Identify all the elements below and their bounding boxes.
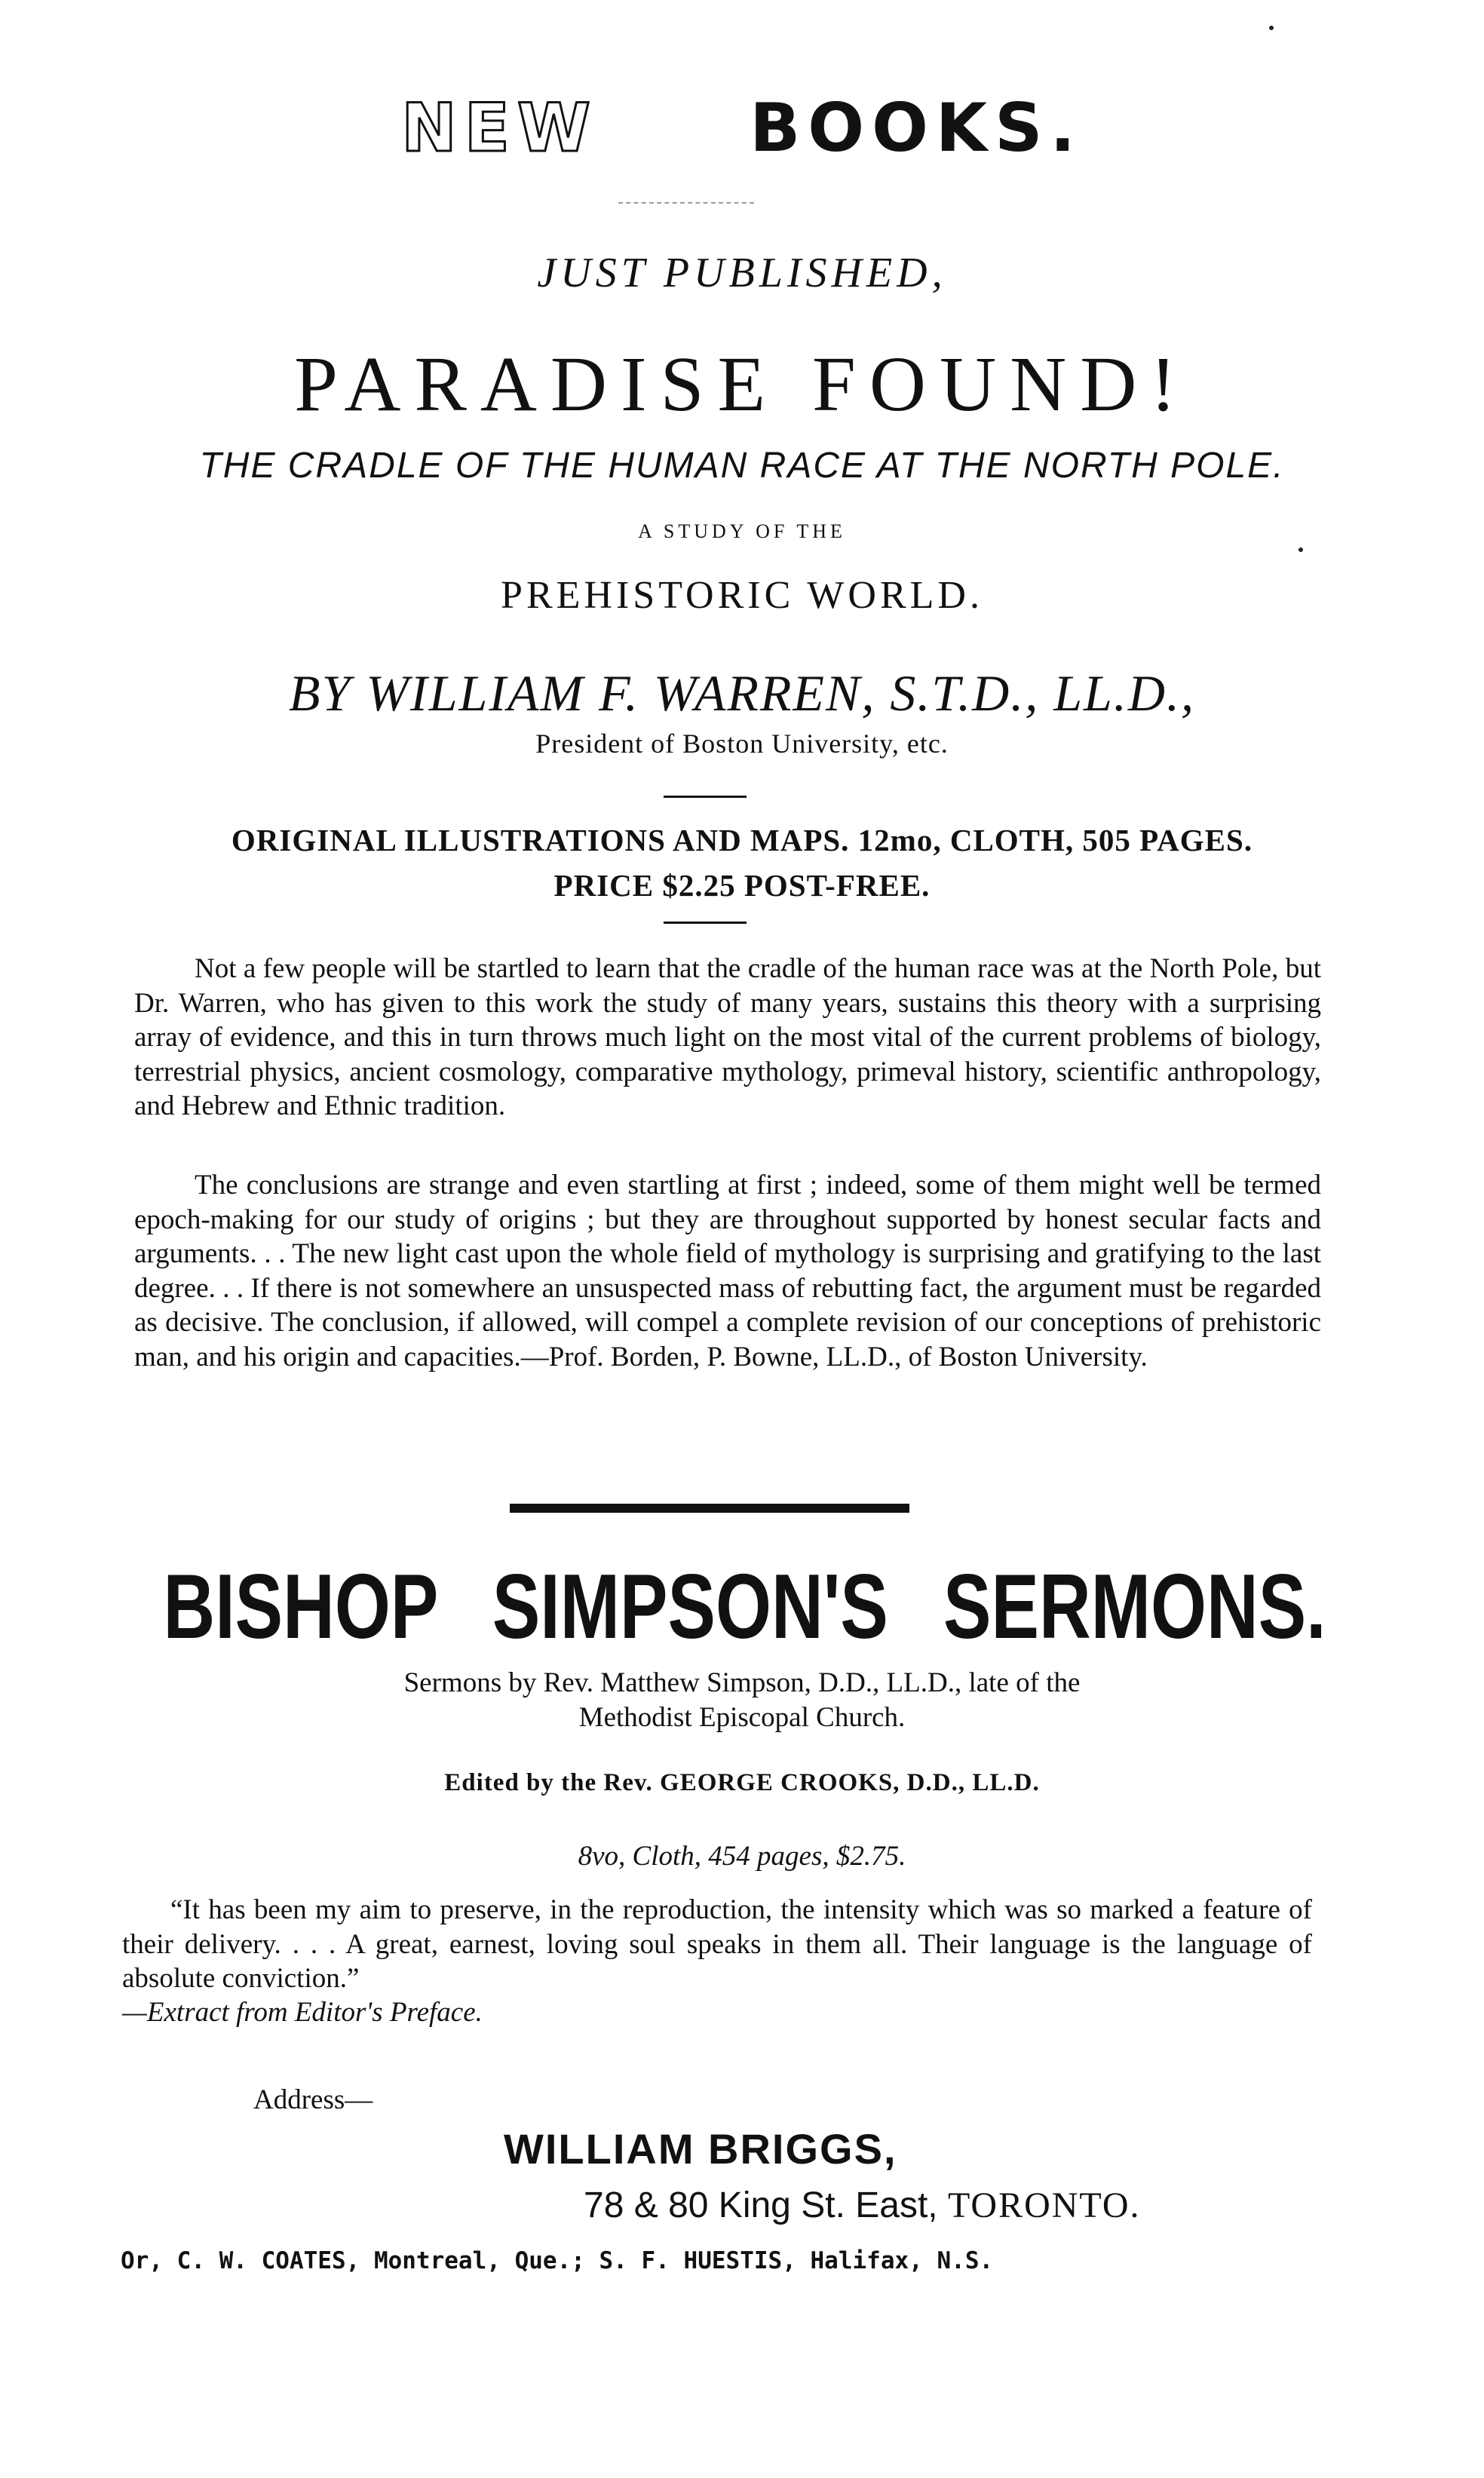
page-heading xyxy=(0,89,1484,167)
sermons-description-line-1: Sermons by Rev. Matthew Simpson, D.D., LL.D., late of the xyxy=(403,1667,1081,1698)
speck xyxy=(1298,547,1303,552)
street-address: 78 & 80 King St. East, xyxy=(584,2185,938,2225)
description-paragraph-2: The conclusions are strange and even startling at first ; indeed, some of them might well be termed epoch-making for our study of origins ; but they are throughout supported by honest secular facts and arguments. . . The new light cast upon the whole field of mythology is surprising and gratifying to the last degree. . . If there is not somewhere an unsuspected mass of rebutting fact, the argument must be regarded as decisive. The conclusion, if allowed, will compel a complete revision of our conceptions of prehistoric man, and his origin and capacities.—Prof. Borden, P. Bowne, LL.D., of Boston University. xyxy=(134,1170,1321,1372)
description-paragraph-1: Not a few people will be startled to learn that the cradle of the human race was at the North Pole, but Dr. Warren, who has given to this work the study of many years, sustains this theory with a surprising array of evidence, and this in turn throws much light on the most vital of the current problems of biology, terrestrial physics, ancient cosmology, comparative mythology, primeval history, scientific anthropology, and Hebrew and Ethnic tradition. xyxy=(134,953,1321,1121)
heading-word-new: NEW xyxy=(401,89,598,167)
book-details: ORIGINAL ILLUSTRATIONS AND MAPS. 12mo, CLOTH, 505 PAGES. xyxy=(231,823,1253,857)
book-price: PRICE $2.25 POST-FREE. xyxy=(553,868,931,903)
author-title: President of Boston University, etc. xyxy=(535,728,949,759)
just-published: JUST PUBLISHED, xyxy=(537,250,947,296)
sermons-editor: Edited by the Rev. GEORGE CROOKS, D.D., LL.D. xyxy=(444,1769,1040,1796)
sermons-description-line-2: Methodist Episcopal Church. xyxy=(578,1702,906,1733)
book-title-bishop-simpsons-sermons: BISHOP SIMPSON'S SERMONS. xyxy=(163,1555,1326,1658)
heading-word-books: BOOKS. xyxy=(750,89,1083,167)
editor-quote: “It has been my aim to preserve, in the reproduction, the intensity which was so marked a feature of their delivery. . . . A great, earnest, loving soul speaks in them all. Their language is the language of absolute conviction.” xyxy=(122,1894,1312,1994)
dashed-divider xyxy=(618,202,754,204)
study-subject: PREHISTORIC WORLD. xyxy=(501,574,983,617)
short-divider xyxy=(664,922,747,924)
publisher-name: WILLIAM BRIGGS, xyxy=(504,2125,897,2173)
speck xyxy=(1269,26,1274,30)
book-subtitle: THE CRADLE OF THE HUMAN RACE AT THE NORTH POLE. xyxy=(199,446,1285,486)
study-of-the: A STUDY OF THE xyxy=(638,520,846,542)
address-label: Address— xyxy=(253,2084,373,2115)
city: TORONTO. xyxy=(947,2185,1141,2225)
thick-divider xyxy=(510,1504,909,1513)
short-divider xyxy=(664,796,747,798)
publisher-address xyxy=(584,2185,1141,2226)
book-title-paradise-found: PARADISE FOUND! xyxy=(294,341,1190,428)
book-author: BY WILLIAM F. WARREN, S.T.D., LL.D., xyxy=(289,664,1195,722)
other-agents: Or, C. W. COATES, Montreal, Que.; S. F. HUESTIS, Halifax, N.S. xyxy=(121,2247,994,2274)
sermons-edition-price: 8vo, Cloth, 454 pages, $2.75. xyxy=(578,1841,906,1872)
quote-source: —Extract from Editor's Preface. xyxy=(122,1997,483,2028)
